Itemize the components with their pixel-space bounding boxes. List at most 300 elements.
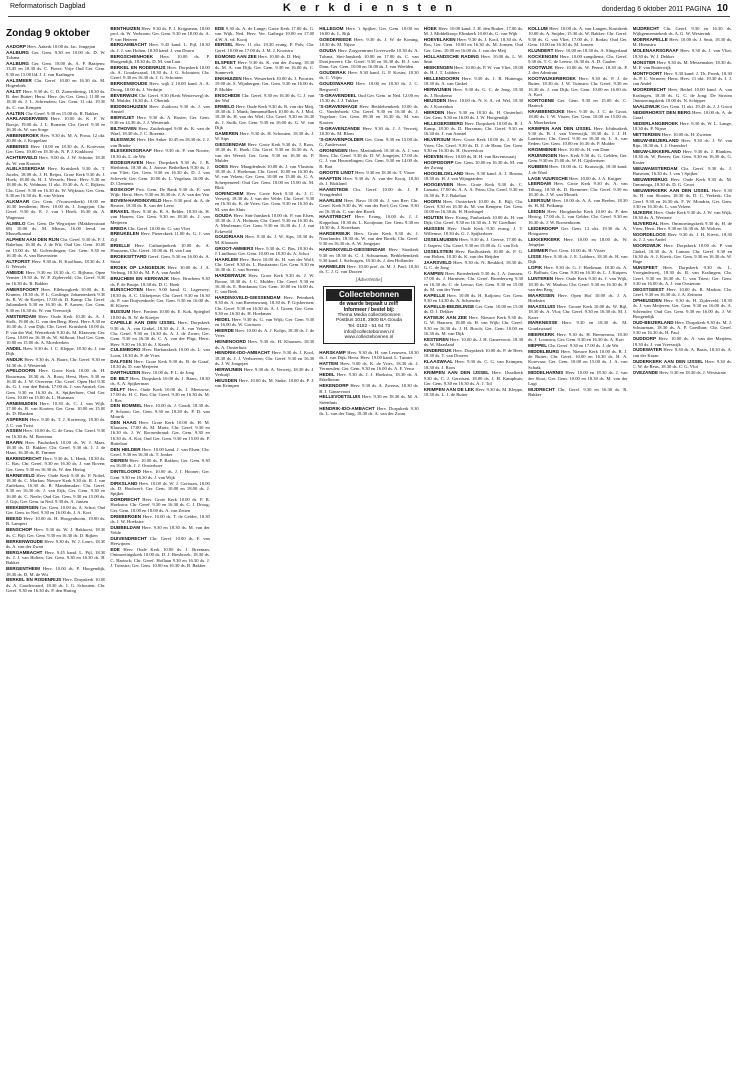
service-times: Herv. IJsselkerk 9.30 ds. C. J. Gerritsen, 18.00 ds. J. H. Kamphuis; Ger. Gem. 9.30 en 16.30 ds. A. J. Tol: [423, 370, 524, 387]
service-listing: [6, 368, 105, 400]
place-name: LEMMER: [528, 247, 549, 253]
service-times: Herv. Grote Kerk 9.30 ds. J. Noorlander, 18.30 ds. W. van den Broek; Chr. Geref. 9.30 en 16.30 ds. A. W. Jongejan: [319, 230, 419, 247]
service-listing: [319, 126, 418, 137]
place-name: NIEUWAMSTERDAM: [632, 165, 678, 171]
service-times: Herv. 9.30 ds. P. J. de Ruiter, 18.30 ds. J. W. Tuinstra; Chr. Geref. 9.30 en 16.30 ds. J. van Dijk; Ger. Gem. 10.00 en 16.00 ds. A. Kort: [528, 76, 628, 97]
place-name: BRAKEL: [110, 209, 130, 215]
service-listing: [528, 332, 627, 343]
service-listing: [424, 359, 523, 370]
service-times: Herv. Dorpskerk 9.30 ds. L. van der Tang, 18.30 ds. A. van der Zwan: [319, 405, 419, 416]
service-times: Herv. 9.30 ds. T. J. Korteweg, 18.30 ds. J. C. van Twist: [6, 417, 106, 428]
service-times: Herv. wijk 2 10.00 kand. A. A. Droog, 18.00 ds. J. Verduijn: [110, 81, 210, 92]
service-listing: [528, 293, 627, 304]
service-times: Herv. Grote Kerk 10.00 ds. P. B. Hoekstra; Chr. Geref. 9.30 en 16.30 ds. C. J. Droog; Ger. Gem. 10.00 en 18.00 ds. A. van Zetten: [110, 497, 210, 513]
place-name: BEESD: [6, 516, 22, 522]
place-name: HAAFTEN: [319, 175, 342, 181]
place-name: HARSKAMP: [319, 349, 346, 355]
place-name: MEERKERK: [528, 331, 555, 337]
service-times: Herv. 9.30 ds. J. C. Kleppe, 18.30 ds. J. van Dijk: [6, 346, 106, 357]
service-listing: [215, 60, 314, 76]
place-name: MEPPEL: [528, 342, 547, 348]
service-listing: [110, 497, 209, 513]
header-rule: [8, 16, 730, 17]
place-name: HOUTEN: [423, 215, 444, 220]
service-times: Herv. 9.30 ds. J. E. Lubbers, 18.30 ds. H. van Dijk: [528, 253, 628, 265]
service-listing: [528, 153, 627, 164]
service-times: Herv. 9.30 ds. C. W. de Reus, 18.30 ds. C. G. Vlot: [632, 358, 732, 369]
service-times: Herv. 9.30 ds. J. W. van Rijn, 18.30 ds. J. J. Ostendorf: [632, 137, 732, 149]
service-listing: [424, 370, 523, 386]
service-listing: [633, 298, 732, 319]
advertisement-title: Collectebonnen: [326, 289, 411, 301]
place-name: HAARLEM: [214, 256, 238, 262]
place-name: MONTFOORT: [632, 70, 663, 76]
service-listing: [319, 93, 418, 104]
place-name: AADORP: [6, 44, 26, 49]
place-name: HAAMSTEDE: [319, 186, 349, 192]
place-name: MARKNESSE: [528, 320, 558, 326]
place-name: HOLLANDSCHE RADING: [423, 53, 480, 59]
service-times: Herv. Oude Kerk 9.30 ds. J. van Wijk, 18.30 ds. W. Markus; Chr. Geref. 9.30 en 16.30 ds. P. van den Berg: [528, 276, 628, 292]
service-times: Herv. 9.30 kand. G. P. Koster, 18.30 ds. C. Vlijm: [319, 70, 419, 81]
service-listing: [319, 137, 418, 148]
service-times: Herv. 10.00 en 18.30 ds. J. van der Sloot; Ger. Gem. 10.00 en 18.30 ds. M. van der Lugt: [528, 370, 628, 387]
service-listing: [633, 177, 732, 188]
place-name: LEKKERKERK: [528, 236, 561, 242]
service-listing: [215, 93, 314, 104]
place-name: MIJDRECHT: [632, 26, 660, 31]
place-name: AMSTERDAM: [6, 313, 36, 319]
service-times: Herv. 9.00 ds. J. W. Schutte; 18.30 ds. W. van Kooten: [6, 155, 106, 166]
service-times: Chr. Geref. 10.00 ds. J. P. Vreugdenhil: [319, 186, 419, 198]
service-times: Herv. 9.30 ds. G. van Wijk; Ger. Gem. 9.30 en 16.00 ds. W. Gorissen: [214, 316, 315, 328]
service-times: 9.30 ds. A. de Lange; Grote Kerk 17.00 ds. G. van Wijk, Ned. Herv. Ver. Gathega 10.00 en 17.00 d.W. A. vd. Kooij: [214, 26, 315, 42]
service-listing: [633, 26, 732, 37]
service-listing: [424, 154, 523, 159]
place-name: MOORDRECHT: [632, 87, 666, 93]
service-times: Herv. 10.00 ds. T. de Gelder, 18.30 ds. J. W. Hoekstra: [110, 513, 210, 524]
service-listing: [110, 481, 209, 497]
place-name: KUBBEN: [528, 164, 548, 170]
place-name: BENSCHOP: [6, 527, 33, 533]
service-listing: [424, 348, 523, 359]
place-name: HEEKENGEN: [423, 64, 453, 70]
place-name: KOOTWIJKERBROEK: [528, 76, 576, 82]
service-listing: [110, 359, 209, 370]
service-times: Herv. Evang. Pauluskerk 10.00 ds. H. van Dijk; Chr. Geref. 9.30 en 16.30 ds. J. W. Goedhart: [423, 215, 524, 226]
service-listing: [424, 76, 523, 87]
place-name: GOES: [214, 163, 229, 169]
service-times: Herv. Open Hof 10.00 ds. J. A. Hoekstra: [528, 292, 628, 304]
place-name: MIDDELBURG: [528, 348, 560, 354]
service-times: Herv. 10.00 ds. R. Markus; Chr. Geref. 9.30 en 16.30 ds. J. A. Zeinstra: [632, 286, 732, 298]
place-name: CAPELLE AAN DEN IJSSEL: [110, 320, 176, 326]
service-times: Herv. 9.30 kand. J. Th. Pronk, 18.30 ds. P. C. Vermeer; Herst. Herv. 11 okt. 19.30 ds. J. J. van Andel: [632, 70, 732, 87]
place-name: ASSEN: [6, 428, 22, 434]
place-name: KRUININGEN: [528, 153, 558, 159]
service-times: Herv. 10.00 ds. J. Smit, 18.30 ds. M. Hiemstra: [632, 37, 732, 48]
service-listing: [6, 473, 105, 505]
service-times: Ger. Gem. 12 okt. 19.30 ds. A. Hoogsteen: [528, 225, 628, 236]
service-times: Herv. 10.00 ds. A. van der Meijden, 18.30 ds. J. van Vreeswijk: [632, 336, 732, 347]
service-times: Herv. Basiliuskerk 10.00 ds. P. G. van Holten, 18.30 ds. K. van der Heijden: [423, 248, 524, 259]
service-times: Herv. Nieuwe Kerk 10.00 ds. R. J. de Ruiter; Chr. Geref. 10.00 en 16.30 ds. H. A. Korevaar; Ger. Gem. 10.00 en 15.00 ds. J. A. van Schaik: [528, 348, 628, 370]
service-listing: [319, 104, 418, 125]
place-name: LEIDERDORP: [528, 225, 559, 231]
service-listing: [6, 50, 105, 61]
service-listing: [110, 469, 209, 480]
service-times: Herv. Ontmoetingskerk 9.30 ds. H. de Vries; Herst. Herv. 9.30 en 16.30 ds. M. Wolters: [632, 220, 732, 232]
service-listing: [6, 287, 105, 313]
place-name: OUDEWATER: [632, 347, 663, 353]
service-times: Herv. Zorgcentrum Goverwelle 10.30 ds. A. Talsma, Sint-Janskerk 10.00 en 17.00 ds. C. van Dooijeweert; Chr. Geref. 9.30 en 16.30 ds. H. J. van Dam; Ger. Gem. 10.00 en 16.00 ds. J. van Weelden: [319, 48, 419, 70]
service-listing: [319, 372, 418, 383]
place-name: HILVERSUM: [423, 137, 451, 143]
place-name: BUSSUM: [110, 309, 131, 315]
service-listing: [110, 243, 209, 254]
service-times: Herv. 10.00 ds. J. Goudt, 18.30 ds. P. Schoon; Ger. Gem. 9.30 en 18.30 ds. P. D. van Mourik: [110, 403, 210, 419]
service-times: Herv. 10.00 ds. A. de Graaf: [632, 109, 732, 120]
service-times: Chr. Geref. 9.30 en 17.00 ds. J. de Wit: [547, 342, 619, 348]
place-name: KATWIJK AAN ZEE: [423, 315, 467, 321]
place-name: HENDRIK-IDO-AMBACHT: [214, 350, 271, 356]
place-name: HEINENOORD: [214, 339, 246, 345]
service-times: Herv. 9.30 ds. G. C. de Jong, 18.30 ds. J. Boukema: [423, 87, 524, 98]
column-1: [6, 26, 105, 1062]
place-name: 'S-GRAVENHAGE: [319, 103, 358, 109]
place-name: HARDERWIJK: [319, 230, 351, 236]
service-times: Ger. Gem. De Wegwijzer (Makkersstraat 68) 10.00 ds. M. Mieras, 16.00 leesd. en Musselkanaal: [6, 220, 106, 237]
service-times: Herv. 9.30 en 18.30 ds. M. van der Velde: [110, 524, 210, 535]
service-listing: [319, 70, 418, 81]
service-times: Chr. Geref. 10.00 en 16.30 ds. M. Hogenbirk: [6, 77, 106, 88]
place-name: HELLENDOORN: [423, 76, 460, 82]
advertisement-line: Thema Media collectebonnen: [337, 312, 401, 318]
service-listing: [110, 276, 209, 287]
place-name: GOUDA: [319, 48, 337, 54]
place-name: AALBURG: [6, 61, 29, 67]
service-listing: [6, 417, 105, 428]
service-times: Herv. Fontein 10.00 ds. E. Kok, Spieghel 10.00 ds. R. W. de Koeijer: [110, 309, 210, 320]
service-listing: [215, 213, 314, 234]
service-listing: [633, 87, 732, 103]
place-name: NIEUWERKERK AAN DEN IJSSEL: [632, 187, 710, 193]
place-name: BROEKSITTARD: [110, 253, 147, 259]
service-listing: [110, 187, 209, 198]
service-times: Ger. Gem. 9.30 en 15.00 ds. G. Zuidervaart: [319, 136, 419, 147]
place-name: OEGSTGEEST: [632, 286, 665, 292]
service-listing: [633, 37, 732, 48]
service-times: Herv. 't Spijker, Ger. Gem. 10.00 en 16.00 ds. L. Rijk: [319, 26, 419, 37]
service-listing: [110, 403, 209, 419]
service-times: Herv. Bruchem 9.30 ds. P. de Bruijn, 18.30 ds. D. C. Hoek: [110, 276, 210, 287]
place-name: KOLLUM: [528, 26, 548, 31]
place-name: 'S-GRAVENZANDE: [319, 125, 361, 131]
service-listing: [319, 176, 418, 187]
service-times: Herv. 9.30 ds. J. W. Sips, 18.30 ds. M. Klaassen: [214, 234, 315, 245]
place-name: DUIVENDRECHT: [110, 535, 147, 541]
advertisement-box: [323, 286, 414, 344]
service-times: Chr. Geref. 9.30 en 16.30 ds. R. Bakker: [528, 386, 628, 398]
service-listing: [528, 320, 627, 331]
place-name: EERSEL: [214, 42, 234, 48]
service-times: Herv. 9.30 ds. J. Geerse, 17.00 ds. J. Jaspers; Chr. Geref. 9.30 en 15.00 ds. G. van Eck: [423, 237, 524, 248]
service-listing: [6, 577, 105, 593]
service-times: Herv. Ichthuskerk 9.30 ds. B. J. van Vreeswijk, 18.30 ds. J. J. H. Lamberts; Chr. Geref. 9.30 en 16.30 ds. L. A. van Eeden; Ger. Gem. 10.00 en 16.30 ds. P. Mulder: [528, 125, 628, 147]
place-name: KRIMPEN AAN DE LEK: [423, 386, 475, 392]
service-times: Chr. Geref. 9.30 (Kerk Westerweg) ds. M. Mulder, 16.30 ds. J. Oberink: [110, 92, 210, 103]
service-listing: [633, 265, 732, 286]
place-name: HOOGBLOKLAND: [423, 170, 464, 176]
service-times: Herv. 9.30 ds. G. J. Hoekman, 18.30 ds. A. G. Bolhuis; Ger. Gem. 9.30 en 16.30 ds. L. J. Kuipers: [528, 265, 628, 276]
service-times: Herv. Bavo 10.00 ds. H. van der Wolf; Chr. Geref. 9.30 ds. L. Bastiaanse; Ger. Gem. 9.30 en 16.30 ds. C. van Steenis: [214, 256, 315, 273]
service-times: Herv. 11 okt. 19.30 evang. P. Pols; Chr. Geref. 10.00 en 17.00 ds. J. M. J. Kooistra: [214, 42, 315, 53]
service-listing: [528, 164, 627, 175]
service-times: Herv. 9.30 ds. W. L. Lange, 18.30 ds. P. Nijsse: [632, 120, 732, 132]
place-name: OUD-BEIJERLAND: [632, 319, 674, 325]
service-times: Herv. Oude Kerk 10.00 ds. J. Meeuwse, 17.00 ds. H. C. Bos; Chr. Geref. 9.30 en 16.30 ds. M. J. Bos: [110, 386, 210, 403]
service-times: Herv. Dorpskerk 9.30 ds. A. van Ginkel, 18.30 ds. J. A. van Velzen; Chr. Geref. 9.30 en 16.30 ds. A. J. de Zwart; Ger. Gem. 9.30 en 16.30 ds. C. A. van der Pligt; Herst. Herv. 9.30 en 16.30 ds. J. Karels: [110, 320, 210, 347]
service-listing: [6, 259, 105, 270]
service-listing: [6, 89, 105, 110]
service-listing: [633, 138, 732, 149]
place-name: EGMOND AAN ZEE: [214, 53, 257, 59]
column-7: [633, 26, 732, 1062]
place-name: AARLANDERVEEN: [6, 116, 48, 122]
service-times: Herv. 9.30 ds. H. van Leeuwen, 18.30 ds. J. van Dijk; Herst. Herv. 19.00 kand. L. Tuinier: [319, 349, 419, 361]
service-listing: [633, 232, 732, 243]
service-times: Herv. 10.00 ds. W. Penne, 18.30 ds. P. J. den Admirant: [528, 64, 628, 76]
service-listing: [110, 514, 209, 525]
service-listing: [528, 304, 627, 320]
service-listing: [110, 115, 209, 126]
service-times: Herv. 10.00 ds. K. F. W. Borsje, 19.00 ds. J. L. Romein; Chr. Geref. 9.30 en 16.30 ds. W. van Sorge: [6, 116, 106, 133]
place-name: KOCKENGEN: [528, 53, 558, 59]
service-listing: [319, 264, 418, 275]
service-listing: [110, 226, 209, 231]
service-times: Herv. 9.30 ds. N. Beukhof, 18.30 ds. G. C. de Jong: [423, 259, 524, 271]
service-times: Herv. 9.30 ds. L. Henk, 18.30 ds. C. Bas; Chr. Geref. 9.30 en 16.30 ds. J. van Boven; Ger. Gem. 9.30 en 16.30 ds. W. den Hertog: [6, 456, 106, 472]
advertisement-line: Postbus 1016, 2800 BA Gouda: [336, 318, 402, 324]
place-name: GIESSENDAM: [214, 141, 246, 147]
place-name: BAARN: [6, 439, 23, 445]
place-name: HARMELEN: [319, 263, 346, 269]
service-listing: [424, 249, 523, 260]
service-times: Herv. Oude Kerk 9.30 ds. R. van der Meij, 18.30 ds. J. Munk; Immanuëlkerk 10.00 ds. A. J. Mol, 18.30 ds. H. van der Wiel; Chr. Geref. 9.30 en 16.30 ds. J. Stolk; Ger. Gem. 9.30 en 16.00 ds. G. W. van Dijk: [214, 103, 315, 130]
service-times: Herv. 10.00 ds. P. Hoogendijk, 18.30 ds. D. M. de Wit: [6, 566, 106, 577]
place-name: HEDEL: [214, 316, 231, 322]
place-name: EDE: [214, 26, 225, 31]
service-listing: [528, 76, 627, 97]
place-name: BEVERWIJK: [110, 92, 138, 98]
service-times: Herv. 9.30 ds. H. Klaassen, 18.30 ds. A. Oosterhuis: [214, 339, 315, 350]
service-times: Herv. Catharijnekerk 10.00 ds. A. Hanssens, Chr. Geref. 10.00 ds. H. van Laar: [110, 242, 210, 253]
place-name: LOPIK: [528, 265, 543, 271]
service-listing: [424, 54, 523, 65]
place-name: AMERSFOORT: [6, 286, 39, 292]
service-listing: [424, 237, 523, 248]
service-listing: [6, 346, 105, 357]
place-name: NUNSPEET: [632, 265, 658, 271]
place-name: 'S-GRAVENDEEL: [319, 92, 357, 98]
service-times: Herv. 9.00 kand. G. Lagerwey, 18.30 ds. A. C. Uitbeijerse; Chr. Geref. 9.30 en 16.30 ds. P. van Duijvenbode; Ger. Gem. 9.30 en 16.00 ds. H. Klaver: [110, 287, 210, 309]
service-listing: [6, 221, 105, 237]
place-name: HEERDE: [214, 328, 234, 334]
place-name: BARENDRECHT: [6, 456, 42, 462]
service-listing: [633, 336, 732, 347]
service-listing: [215, 142, 314, 163]
service-listing: [6, 550, 105, 566]
service-times: Herv. Oude Kerk 10.00 ds. J. Breeman, Ontmoetingskerk 10.00 ds. D. J. Biesbroek, 18.30 ds. C. Harinck; Chr. Geref. Hoflaan 9.30 en 16.30 ds. J. J. Tuinstra; Ger. Gem. 10.00 en 16.30 ds. B. Bakker: [110, 547, 210, 568]
service-times: Herv. 9.30 en 18.30 ds. T. Visser: [353, 169, 415, 175]
service-times: Herv. 10.00 ds. L. W. Smit: [423, 53, 524, 64]
service-listing: [6, 111, 105, 116]
place-name: BLESKENSGRAAF: [110, 148, 152, 154]
service-times: Herv. 9.30 en 18.30 ds. J. Weststrate: [658, 369, 726, 375]
place-name: BERGAMBACHT: [110, 42, 147, 48]
advertisement-line: www.collectebonnen.nl: [344, 335, 394, 341]
service-listing: [6, 505, 105, 516]
service-times: Herv. 9.30 ds. H. Zijderveld, 18.30 ds. J. van Meijeren; Ger. Gem. 9.30 en 16.00 ds. A. Schreuder; Oud Ger. Gem. 9.30 en 16.00 ds. J. W. Hoogendijk: [632, 298, 732, 319]
place-name: DE BILT: [110, 375, 129, 381]
service-times: Herv. Pauluskerk 10.00 ds. W. J. Maas, 18.30 ds. D. Bakker; Chr. Geref. 9.30 ds. J. J. de Haan, 16.30 ds. R. Timmer: [6, 439, 106, 456]
service-listing: [110, 81, 209, 92]
service-times: Herv. 10.00 ds. A. van Langen, Kruiskerk 10.00 ds. A. Snijder, 15.30 ds. W. Bakker; Chr. Geref. 9.30 ds. G. van Vliet, 17.00 ds. J. Rodas; Oud Ger. Gem. 10.00 en 16.30 ds. M. Jonsen: [528, 26, 628, 47]
service-times: Herv. Dorpskerk 10.00 ds. J. Baars, 18.30 ds. A. A. Spijkerman: [110, 375, 210, 387]
service-listing: [319, 350, 418, 361]
service-listing: [215, 295, 314, 316]
place-name: ELSPEET: [214, 59, 236, 65]
place-name: ASPEREN: [6, 417, 29, 423]
place-name: APELDOORN: [6, 368, 36, 374]
place-name: MAASSLUIS: [528, 303, 556, 309]
service-listing: [528, 176, 627, 181]
place-name: HATTEM: [319, 360, 339, 366]
service-listing: [424, 199, 523, 215]
service-listing: [110, 287, 209, 308]
place-name: HILLEGERSBERG: [423, 120, 464, 126]
service-listing: [6, 166, 105, 198]
service-times: Herv. Oude Kerk 9.30 ds. P. Nobel, 18.30 ds. C. Markus; Nieuwe Kerk 9.30 ds. R. J. van Zuilekom, 16.30 ds. B. Mandemaker; Chr. Geref. 9.30 en 16.30 ds. J. van Eijk; Ger. Gem. 9.30 en 16.00 ds. C. Neele; Oud Ger. Gem. 9.30 en 15.00 ds. J. Gijs; Ger. Gem. in Ned. 9.30 ds. A. Jansen: [6, 472, 106, 505]
place-name: CULEMBORG: [110, 347, 141, 353]
place-name: GROOT-AMMERS: [214, 245, 254, 251]
service-times: Herv. 9.30 ds. M. Messemaker, 18.30 ds. M. F. van Ruiterwijk: [632, 59, 732, 70]
place-name: AALSMEER: [6, 77, 32, 83]
place-name: BERKENWOUDE: [110, 81, 148, 87]
page-number: 10: [716, 3, 728, 14]
service-times: Herv. 9.30 ds. A. Baars; Chr. Geref. 9.30 en 14.30 ds. J. Westerink: [6, 357, 106, 368]
service-listing: [215, 76, 314, 92]
service-listing: [424, 121, 523, 137]
service-times: Herv. 9.30 ds. J. C. de Groot, 18.00 ds. J. W. Visser; Ger. Gem. 10.00 en 15.00 ds. A. Moerkerken: [528, 109, 628, 125]
service-listing: [110, 420, 209, 446]
service-times: Herv. Grote Kerk 9.30 ds. J. Roos, 18.30 ds. E. Hoek; Chr. Geref. 9.30 en 16.30 ds. A. van der Weerd; Ger. Gem. 9.30 en 16.30 ds. P. Mulder: [214, 141, 315, 163]
place-name: AALBURG: [6, 49, 29, 55]
service-listing: [633, 359, 732, 370]
place-name: GROOTE LINDT: [319, 169, 354, 175]
service-times: Herv. 10.00 en 18.00 ds. W. Jongejan: [528, 236, 628, 248]
place-name: KRABBENDIJKE: [528, 109, 565, 115]
place-name: KROMMENIE: [528, 147, 557, 153]
place-name: HENDRIK-IDO-AMBACHT: [319, 405, 375, 411]
advertisement-line: Tel. 0182 - 51 64 73: [347, 323, 391, 329]
service-times: Herv. 10.00 ds. M. Sinke, 18.00 ds. P. J. van Krimpen: [214, 378, 315, 389]
place-name: NIEUW-BEIJERLAND: [632, 137, 679, 143]
place-name: HEUSDEN: [423, 98, 447, 104]
place-name: GORINCHEM: [214, 190, 244, 196]
service-times: Herv. 9.30 ds. J. Kool, 18.30 ds. J. J. Verhoeven; Chr. Geref. 9.30 en 16.30 ds. J. W. Jongejan: [214, 350, 315, 366]
service-listing: [110, 547, 209, 568]
place-name: BIERVLIET: [110, 114, 135, 120]
service-times: Herv. Grote Kerk 10.00 ds. H. M. Klaassen, 17.00 ds. M. Maris; Chr. Geref. 9.30 en 16.30 ds. J. W. Roosenbrand; Ger. Gem. 9.30 en 16.30 ds. A. Kot; Oud Ger. Gem. 9.30 en 15.00 ds. P. Buitelaar: [110, 419, 210, 447]
service-listing: [110, 309, 209, 320]
service-listing: [633, 188, 732, 209]
service-listing: [319, 394, 418, 405]
place-name: LAGE VUURSCHE: [528, 175, 568, 181]
service-times: Chr. Geref. 9.30 ds. P. J. Bakelaar, 16.30 ds. J. de Wit; Oud Ger. Gem. 10.00 en 15.00 ds. M. Golverdingen; Ger. Gem. 9.30 en 16.30 ds. A. van Ravenstein: [6, 237, 106, 258]
service-times: Oud Ger. Gem. in Ned. 12.00 en 15.30 ds. J. J. Tukker: [319, 92, 419, 103]
place-name: BOVEN-HARDINXVELD: [110, 197, 162, 203]
service-times: Herv. Pieterskerk 11.00 ds. G. J. van Zijl: [110, 231, 210, 242]
service-listing: [633, 243, 732, 264]
service-listing: [633, 287, 732, 298]
service-listing: [528, 147, 627, 152]
service-listing: [319, 198, 418, 214]
service-listing: [633, 347, 732, 358]
place-name: BERGSCHENHOEK: [110, 53, 154, 59]
service-times: Herv. 9.30 ds. J. J. Hoekstra, 18.30 ds. A. Eikelboom: [319, 372, 419, 383]
service-listing: [215, 339, 314, 350]
place-name: LEIDEN: [528, 209, 545, 215]
service-times: Herv. 10.00 ds. J. I. Hooner; Ger. Gem. 9.30 en 16.30 ds. J. van Wijk: [110, 469, 210, 480]
advertisement-line: Informeer / bestel bij:: [343, 306, 395, 313]
service-listing: [319, 383, 418, 394]
service-listing: [528, 65, 627, 76]
service-listing: [6, 144, 105, 155]
service-listing: [6, 357, 105, 368]
service-listing: [319, 214, 418, 230]
service-times: Herv. 10.00 kand. J. van Elsen; Chr. Geref. 9.30 en 16.30 ds. T. Jonker: [110, 446, 210, 458]
place-name: KAPELLE: [423, 292, 446, 298]
service-listing: [424, 315, 523, 336]
service-listing: [528, 109, 627, 125]
service-listing: [215, 191, 314, 212]
service-times: Herv. Aakerk 10.00 ds. Jac. Jongejan: [25, 44, 96, 49]
service-times: Herv. 10.00 ds. P. W. van Vliet, 18.00 ds. H. J. T. Lubbers: [423, 64, 524, 76]
service-listing: [6, 44, 105, 49]
service-listing: [110, 93, 209, 104]
service-times: Ger. Gem. 9.30 en 19.00 ds. D. W. Tolsma: [6, 49, 106, 61]
service-times: Ger. Gem. 10.00 en 16.30 ds. M. van der Zwaag: [423, 159, 524, 170]
service-listing: [319, 48, 418, 69]
service-listing: [424, 160, 523, 171]
place-name: KAMPEN: [423, 270, 444, 276]
service-times: Herv. Hooglandse Kerk 10.00 ds. P. den Hertog, 17.00 ds. L. van Gelder; Chr. Geref. 9.30 en 16.30 ds. J. W. Roosenboom: [528, 209, 628, 225]
service-times: Ger. Gem. 18.00 ds. A. P. Baaijens; 13.45 en 18.30 ds. C. Pieter; Vrije Oud Ger. Gem. 9.30 en 15.00 lfd. J. J. van Kralingen: [6, 61, 106, 77]
service-listing: [6, 61, 105, 77]
service-times: Herv. Oosterkerk 10.00 ds. E. Bijl; Chr. Geref. 9.30 en 16.30 ds. M. van Kempen; Ger. Gem. 10.00 en 16.30 ds. H. Hoefnagel: [423, 198, 524, 215]
service-times: Herv. Grote Kerk 9.30 ds. J. W. Boone, 18.30 ds. J. C. Mulder; Chr. Geref. 9.30 en 16.30 ds. E. Brinkman; Ger. Gem. 10.00 en 16.00 ds. C. van Beek: [214, 273, 315, 295]
service-times: Herv. Kerk 9.30 ds. G. Gelden; Ger. Gem. 9.30 en 15.00 ds. W. H. Gijsbertsen: [528, 153, 628, 164]
service-listing: [424, 182, 523, 198]
place-name: BERKEL EN RODENRIJS: [6, 577, 62, 583]
service-times: Herv. 9.30 ds. J. van Vliet, 18.30 ds. W. J. Dekker: [632, 48, 732, 59]
place-name: HOOFDDORP: [423, 159, 454, 165]
service-times: Herv. Het Anker 10.45 en 18.30 ds. J. J. van Brinke: [110, 137, 210, 148]
service-listing: [6, 270, 105, 286]
service-times: Herv. Nieuwe Kerk 9.30 ds. G. W. Baarsen, 18.00 ds. H. van Wijk; Chr. Geref. 9.30 en 16.30 ds. J. H. Bosch; Ger. Gem. 10.00 en 16.30 ds. M. van Dijk: [423, 315, 524, 336]
service-listing: [319, 148, 418, 169]
